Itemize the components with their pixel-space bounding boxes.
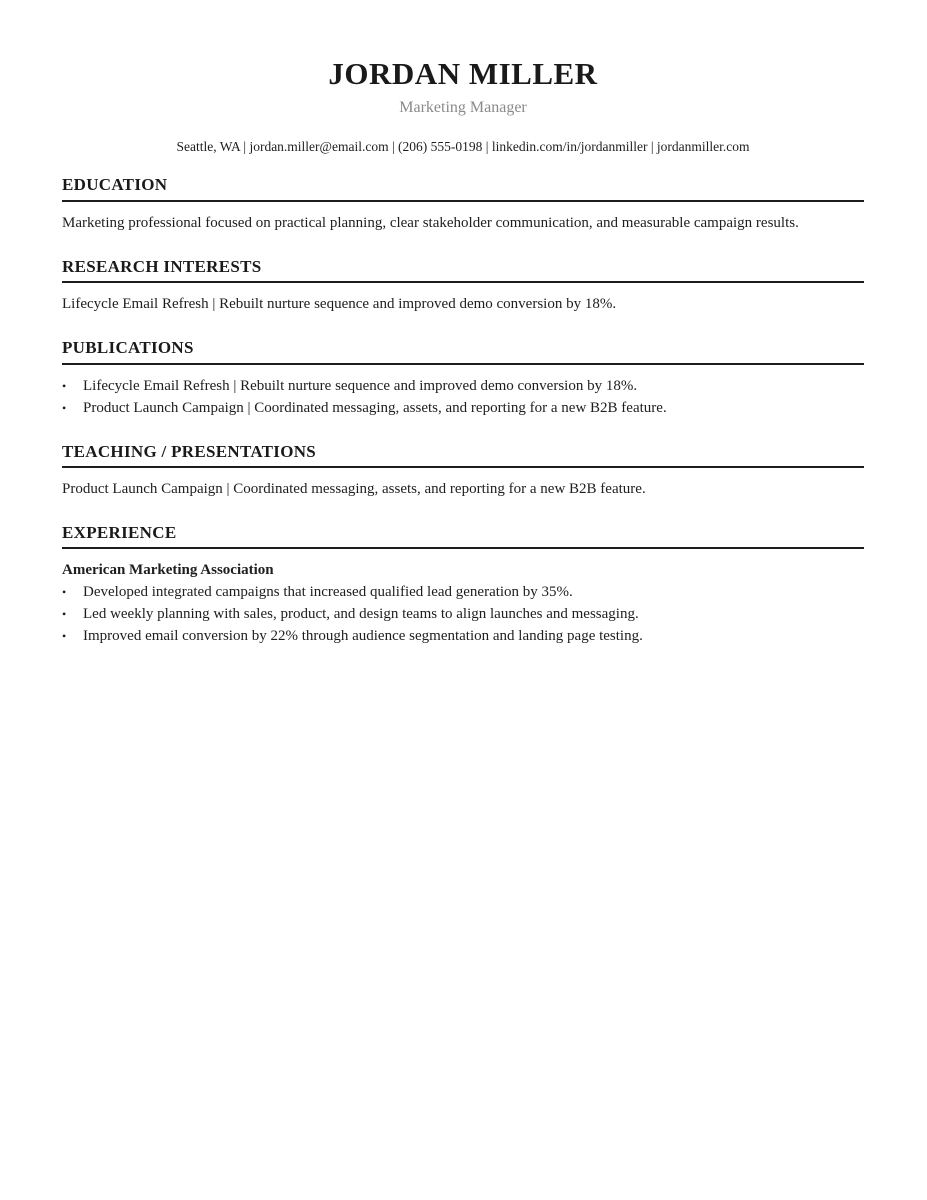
bullet-icon: •: [62, 585, 67, 600]
job-title: Marketing Manager: [399, 98, 527, 116]
resume-header: [62, 56, 864, 155]
experience-item-text: Led weekly planning with sales, product, and design teams to align launches and messaging.: [83, 606, 639, 623]
teaching-presentations-text: Product Launch Campaign | Coordinated messaging, assets, and reporting for a new B2B feature.: [62, 480, 646, 497]
experience-entry: [62, 559, 864, 647]
bullet-icon: •: [62, 629, 67, 644]
list-item: [62, 581, 864, 603]
bullet-icon: •: [62, 400, 67, 415]
publication-item-text: Product Launch Campaign | Coordinated messaging, assets, and reporting for a new B2B feature.: [83, 399, 667, 416]
person-name: JORDAN MILLER: [328, 56, 598, 91]
publications-list: [62, 375, 864, 419]
bullet-icon: •: [62, 378, 67, 393]
research-interests-text: Lifecycle Email Refresh | Rebuilt nurture sequence and improved demo conversion by 18%.: [62, 296, 617, 313]
section-heading-publications: PUBLICATIONS: [62, 338, 864, 364]
experience-item-text: Improved email conversion by 22% through audience segmentation and landing page testing.: [83, 628, 643, 645]
list-item: [62, 375, 864, 397]
section-heading-research-interests: RESEARCH INTERESTS: [62, 257, 864, 283]
section-education: [62, 175, 864, 233]
section-experience: [62, 523, 864, 647]
bullet-icon: •: [62, 607, 67, 622]
section-teaching-presentations: [62, 442, 864, 500]
education-text: Marketing professional focused on practical planning, clear stakeholder communication, and measurable campaign results.: [62, 214, 799, 231]
experience-item-text: Developed integrated campaigns that increased qualified lead generation by 35%.: [83, 584, 573, 601]
section-heading-experience: EXPERIENCE: [62, 523, 864, 549]
publication-item-text: Lifecycle Email Refresh | Rebuilt nurture sequence and improved demo conversion by 18%.: [83, 377, 638, 394]
section-publications: [62, 338, 864, 418]
list-item: [62, 625, 864, 647]
section-heading-education: EDUCATION: [62, 175, 864, 201]
organization-name: American Marketing Association: [62, 562, 274, 579]
contact-line: Seattle, WA | jordan.miller@email.com | (206) 555-0198 | linkedin.com/in/jordanmiller | jordanmiller.com: [176, 138, 750, 154]
section-research-interests: [62, 257, 864, 315]
list-item: [62, 397, 864, 419]
list-item: [62, 603, 864, 625]
section-heading-teaching-presentations: TEACHING / PRESENTATIONS: [62, 442, 864, 468]
